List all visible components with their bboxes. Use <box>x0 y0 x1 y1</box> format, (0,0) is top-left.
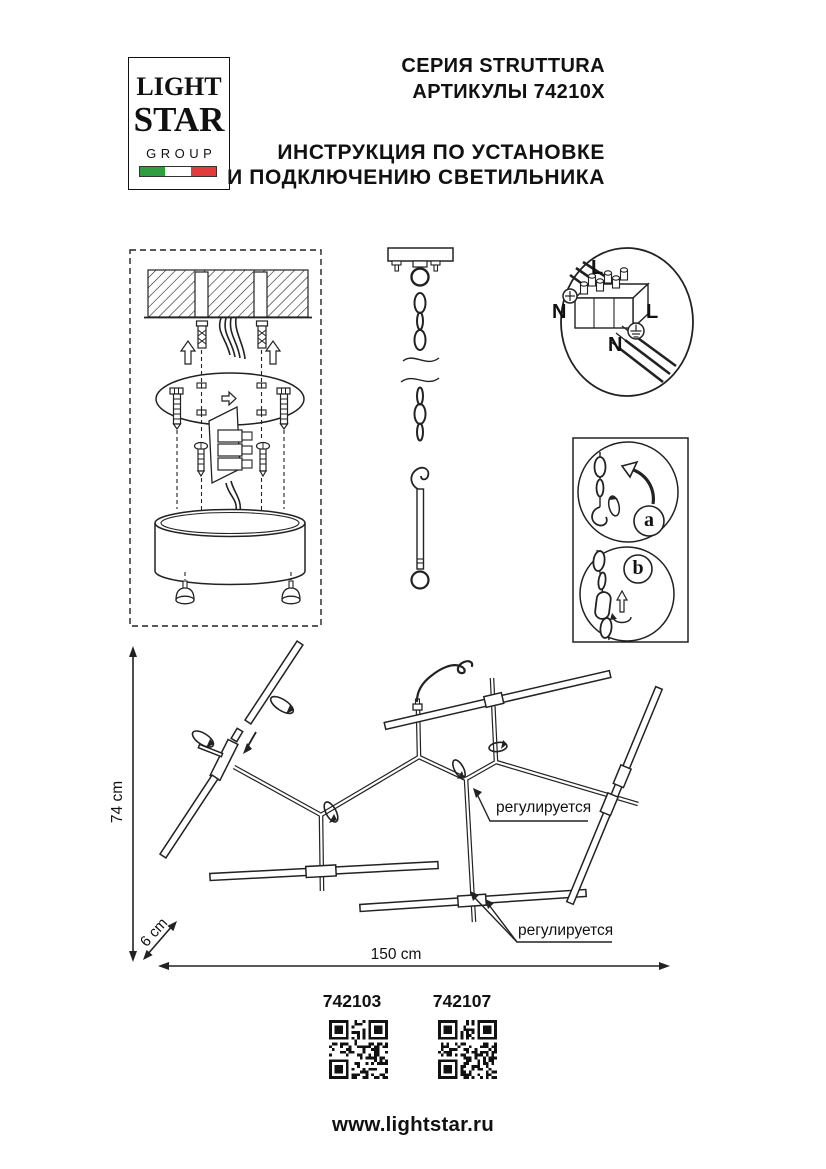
cap-nut-left <box>176 581 194 604</box>
qr-code-left <box>329 1020 388 1079</box>
wall-anchor-left <box>197 321 208 348</box>
canopy <box>155 510 305 585</box>
flag-white-stripe <box>165 167 190 176</box>
installation-diagram <box>130 250 321 626</box>
fixing-screw-left <box>195 443 208 477</box>
logo-star-text: STAR <box>133 100 225 139</box>
wiring-detail-diagram <box>561 248 693 396</box>
lamp-rods <box>160 641 662 911</box>
rod-connector <box>231 728 243 741</box>
wall-anchor-right <box>257 321 268 348</box>
ceiling-wires <box>220 318 245 359</box>
series-title: СЕРИЯ STRUTTURA <box>401 55 605 77</box>
detail-b <box>580 547 674 641</box>
article-numbers: АРТИКУЛЫ 74210X <box>412 81 605 103</box>
wire-label-live-bottom: L <box>646 301 659 323</box>
wire-label-neutral-top: N <box>552 301 567 323</box>
dimension-canopy: 6 cm <box>136 914 172 951</box>
wire-label-neutral-bottom: N <box>608 334 623 356</box>
suspension-parts-diagram <box>388 248 453 589</box>
logo-light-text: LIGHT <box>136 72 222 101</box>
product-code-left: 742103 <box>322 991 382 1011</box>
instruction-title-line2: И ПОДКЛЮЧЕНИЮ СВЕТИЛЬНИКА <box>227 166 605 189</box>
dimension-height: 74 cm <box>109 780 126 824</box>
earth-symbol-bottom <box>628 323 644 339</box>
fixing-screw-right <box>257 443 270 477</box>
qr-code-right <box>438 1020 497 1079</box>
cap-nut-right <box>282 581 300 604</box>
power-cord <box>417 661 472 701</box>
lightstar-logo <box>128 57 230 190</box>
insert-arrow-left <box>181 341 195 364</box>
italian-flag-icon <box>139 166 217 177</box>
chain-adjust-detail-box <box>573 438 688 642</box>
flag-green-stripe <box>140 167 165 176</box>
website-url: www.lightstar.ru <box>332 1113 494 1136</box>
callout-a-letter: a <box>644 509 654 531</box>
hanging-ring <box>412 269 429 286</box>
adjustable-label-top: регулируется <box>496 799 592 816</box>
wire-label-live-top: L <box>591 257 604 279</box>
insert-arrow-right <box>266 341 280 364</box>
adjustable-label-bottom: регулируется <box>518 922 614 939</box>
suspension-rod <box>411 468 428 589</box>
callout-b-letter: b <box>632 557 644 579</box>
flag-red-stripe <box>191 167 216 176</box>
logo-group-text: GROUP <box>146 146 217 161</box>
ceiling-bracket <box>388 248 453 261</box>
quick-link <box>594 591 611 620</box>
detached-rod <box>245 641 303 724</box>
detail-a <box>578 442 678 542</box>
screw-in-arrow <box>248 732 256 746</box>
product-code-right: 742107 <box>432 991 492 1011</box>
dimension-width: 150 cm <box>370 946 422 963</box>
instruction-title-line1: ИНСТРУКЦИЯ ПО УСТАНОВКЕ <box>277 141 605 164</box>
chain <box>401 293 439 441</box>
